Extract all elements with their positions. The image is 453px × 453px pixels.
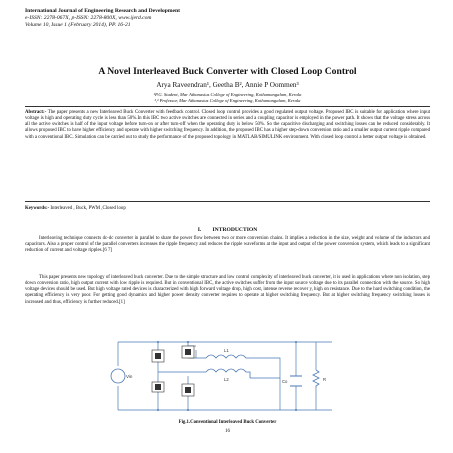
affiliation-2: ²,³ Professor, Mar Athanasius College of Engineering, Kothamangalam, Kerala [154, 98, 301, 103]
journal-header [25, 8, 435, 30]
page-number: 16 [225, 429, 230, 434]
inductor-2-label: L2 [224, 377, 229, 382]
abstract-label: Abstract:- [25, 110, 47, 115]
journal-issn: e-ISSN: 2278-067X, p-ISSN: 2278-800X, www.ijerd.com [25, 15, 152, 22]
intro-paragraph-2: This paper presents new topology of interleaved buck converter. Due to the simple structure and low control complexity of interleaved buck converter, it is used in applications where non isolation, step down conversion ratio, high output current with low ripple is required. But in conventional IBC, the active switches suffer from the input source voltage due to its parallel connection with the source. So high voltage devices should be used. But high voltage rated devices is characterized with high forward voltage drop, high cost, intense reverse recover y, high on resistance. Due to the hard switching condition, the operating efficiency is very poor. For getting good dynamics and higher power density converter requires to operate at higher switching frequency. But at higher switching frequency switching losses is increased and thus, efficiency is further reduced.[1] [25, 275, 430, 305]
inductor-1-label: L1 [224, 348, 229, 353]
circuit-diagram [100, 336, 350, 416]
abstract [25, 110, 430, 141]
source-symbol [111, 369, 125, 383]
journal-volume: Volume 10, Issue 1 (February 2014), PP. 16-21 [25, 22, 131, 29]
journal-name: International Journal of Engineering Research and Development [25, 8, 180, 14]
resistor-symbol [313, 370, 319, 388]
resistor-label: R [323, 377, 327, 382]
capacitor-label: Co [282, 379, 288, 384]
circuit-figure [100, 336, 350, 416]
affiliations [25, 92, 430, 104]
intro-paragraph-1: Interleaving technique connects dc-dc converter in parallel to share the power flow between two or more conversion chains. It implies a reduction in the size, weight and volume of the inductors and capacitors. Also a proper control of the parallel converters increases the ripple frequency and reduces the ripple waveforms at the input and output of the power conversion system, which leads to a significant reduction of current and voltage ripples.[6 7] [25, 236, 430, 254]
capacitor-symbol [290, 376, 302, 386]
section-heading [25, 227, 430, 233]
keywords-text: Interleaved , Buck, PWM ,Closed loop [49, 206, 126, 211]
abstract-text: The paper presents a new Interleaved Buck Converter with feedback control. Closed loop control provides a good regulated output voltage. Proposed IBC is suitable for application where input voltage is high and operating duty cycle is less than 50%.In this IBC two active switches are connected in series and a coupling capacitor is employed in the power path. It shows that the voltage stress across all the active switches is half of the input voltage before turn-on or after turn-off when the operating duty is below 50%. So the capacitive discharging and switching losses can be reduced considerably. It allows proposed IBC to have higher efficiency and operate with higher switching frequency. In addition, the proposed IBC has a higher step-down conversion ratio and a smaller output current ripple compared with a conventional IBC. Simulation can be carried out to study the performance of the proposed topology in MATLAB/SIMULINK environment. With closed loop control a better output voltage is obtained. [25, 110, 430, 140]
keywords-label: Keywords:- [25, 206, 50, 211]
abstract-bottom-rule [25, 201, 430, 202]
inductor-symbols [206, 355, 250, 378]
source-label: Vin [126, 374, 133, 379]
paper-authors: Arya Raveendran¹, Geetha B², Annie P Oommen³ [156, 81, 299, 89]
abstract-top-rule [25, 106, 430, 107]
section-title: INTRODUCTION [212, 227, 258, 233]
paper-title: A Novel Interleaved Buck Converter with Closed Loop Control [98, 66, 357, 77]
affiliation-1: ¹P.G. Student, Mar Athanasius College of Engineering, Kothamangalam, Kerala [153, 92, 302, 97]
section-number: I. [197, 227, 202, 233]
figure-caption: Fig.1.Conventional Interleaved Buck Converter [178, 420, 277, 425]
keywords [25, 206, 430, 212]
